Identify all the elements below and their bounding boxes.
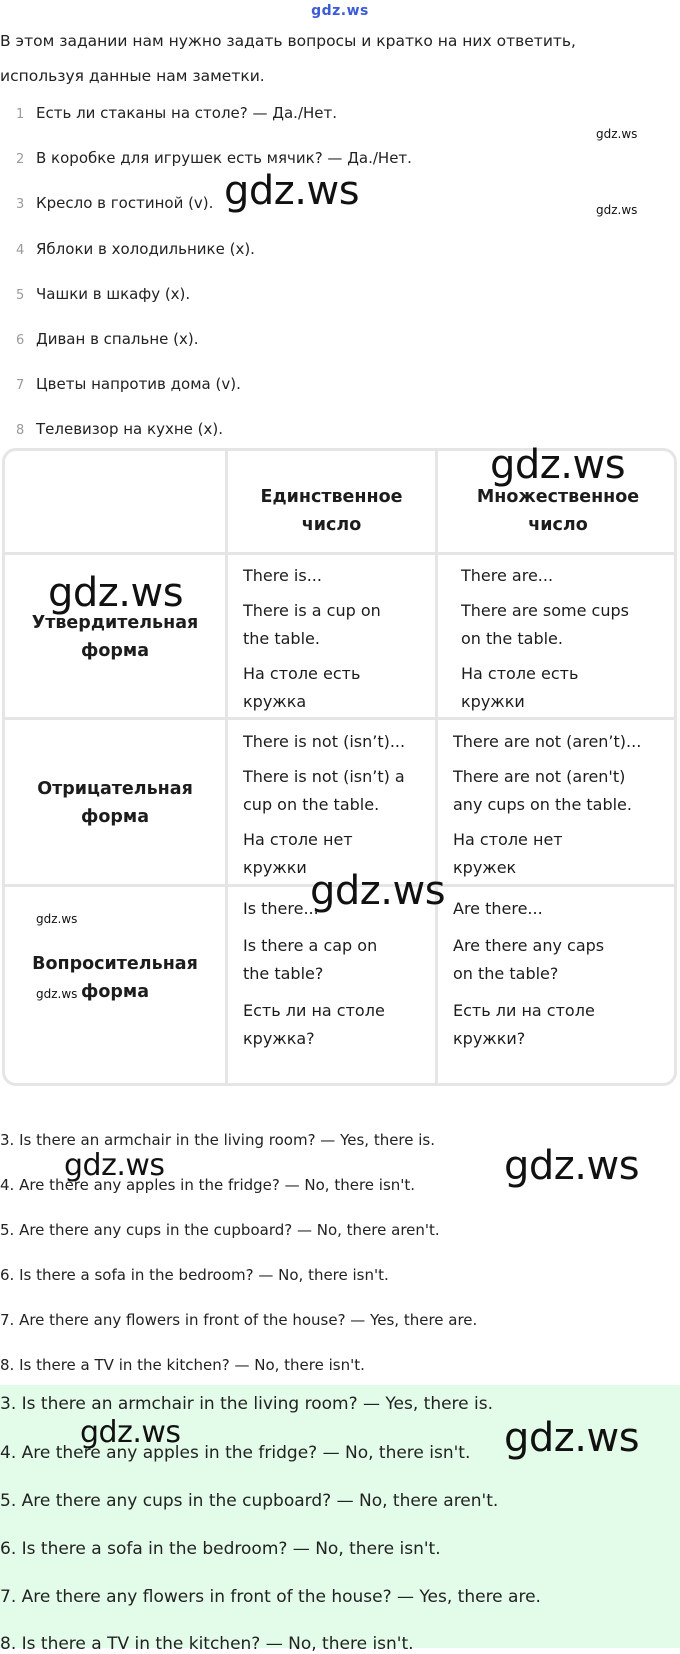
list-item [16,285,190,303]
column-header-singular: Единственное число [260,487,403,535]
list-text: Чашки в шкафу (x). [36,285,191,303]
watermark: gdz.ws [224,168,360,214]
list-text: Кресло в гостиной (v). [36,194,214,212]
answer-line: 6. Is there a sofa in the bedroom? — No, there isn't. [0,1539,441,1559]
watermark: gdz.ws [36,987,78,1001]
answer-line: 5. Are there any cups in the cupboard? — No, there aren't. [0,1491,499,1511]
answer-line: 8. Is there a TV in the kitchen? — No, there isn't. [0,1356,365,1374]
watermark: gdz.ws [490,442,626,488]
list-number: 2 [16,152,25,167]
cell-negative-plural: There are not (aren’t)... There are not (aren't) any cups on the table. На столе нет кружек [453,732,642,877]
row-label-negative: Отрицательная форма [37,779,193,827]
site-logo[interactable]: gdz.ws [311,3,369,19]
cell-interrogative-singular: Is there... Is there a cap on the table? Есть ли на столе кружка? [243,899,385,1048]
watermark: gdz.ws [80,1415,181,1450]
row-label-affirmative: Утвердительная форма [31,613,199,661]
list-number: 1 [16,107,25,122]
cell-affirmative-plural: There are... There are some cups on the table. На столе есть кружки [461,566,629,711]
answer-line: 3. Is there an armchair in the living room? — Yes, there is. [0,1394,494,1414]
list-item [16,240,255,258]
cell-affirmative-singular: There is... There is a cup on the table. На столе есть кружка [243,566,381,711]
row-label-interrogative: Вопросительная форма [32,954,198,1002]
answer-line: 5. Are there any cups in the cupboard? — No, there aren't. [0,1221,440,1239]
list-item [16,149,412,167]
list-text: Есть ли стаканы на столе? — Да./Нет. [36,104,338,122]
list-text: Телевизор на кухне (x). [36,420,223,438]
answer-line: 7. Are there any flowers in front of the house? — Yes, there are. [0,1587,541,1607]
cell-interrogative-plural: Are there... Are there any caps on the table? Есть ли на столе кружки? [453,899,605,1048]
intro-line-2: используя данные нам заметки. [0,67,265,85]
list-item [16,194,213,212]
watermark: gdz.ws [48,570,184,616]
list-number: 6 [16,333,25,348]
list-item [16,104,337,122]
list-number: 7 [16,378,25,393]
watermark: gdz.ws [504,1143,640,1189]
list-item [16,330,199,348]
list-text: Яблоки в холодильнике (x). [36,240,255,258]
watermark: gdz.ws [36,912,78,926]
list-text: Диван в спальне (x). [36,330,199,348]
list-number: 5 [16,288,25,303]
watermark: gdz.ws [64,1148,165,1183]
answer-line: 7. Are there any flowers in front of the house? — Yes, there are. [0,1311,478,1329]
list-number: 4 [16,243,25,258]
intro-line-1: В этом задании нам нужно задать вопросы и кратко на них ответить, [0,32,576,50]
answer-line: 4. Are there any apples in the fridge? — No, there isn't. [0,1443,471,1463]
answer-line: 3. Is there an armchair in the living room? — Yes, there is. [0,1131,436,1149]
list-number: 8 [16,423,25,438]
watermark: gdz.ws [310,868,446,914]
list-number: 3 [16,197,25,212]
answer-line: 8. Is there a TV in the kitchen? — No, there isn't. [0,1634,414,1654]
list-text: В коробке для игрушек есть мячик? — Да./Нет. [36,149,412,167]
list-item [16,420,223,438]
answer-line: 4. Are there any apples in the fridge? — No, there isn't. [0,1176,416,1194]
answer-line: 6. Is there a sofa in the bedroom? — No, there isn't. [0,1266,389,1284]
watermark: gdz.ws [504,1415,640,1461]
list-text: Цветы напротив дома (v). [36,375,241,393]
grammar-table [2,448,677,1086]
watermark: gdz.ws [596,127,638,141]
column-header-plural: Множественное число [476,487,640,535]
list-item [16,375,241,393]
cell-negative-singular: There is not (isn’t)... There is not (isn’t) a cup on the table. На столе нет кружки [243,732,406,877]
watermark: gdz.ws [596,203,638,217]
